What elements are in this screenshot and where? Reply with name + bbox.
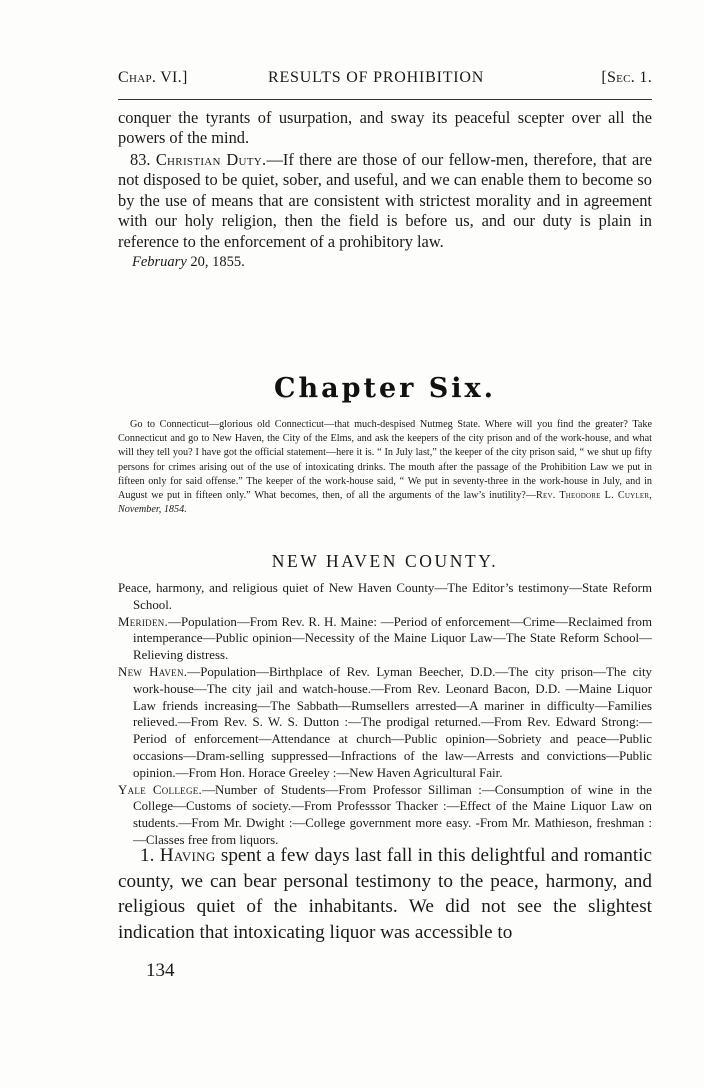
synopsis-item <box>118 580 652 614</box>
dateline-month: February <box>132 254 187 270</box>
synopsis-item <box>118 664 652 782</box>
running-head-chapter: Chap. VI.] <box>118 69 188 86</box>
synopsis-text: Peace, harmony, and religious quiet of New Haven County—The Editor’s testimony—State Reform School. <box>118 581 652 612</box>
continued-paragraph: conquer the tyrants of usurpation, and sway its peaceful scepter over all the powers of the mind. <box>118 108 652 148</box>
page-number: 134 <box>146 960 175 981</box>
body-lead: Having <box>159 845 216 866</box>
running-head-title: RESULTS OF PROHIBITION <box>268 69 485 86</box>
body-paragraph-number: 1. <box>140 845 155 866</box>
running-head <box>118 69 652 91</box>
synopsis-lead: Meriden. <box>118 614 169 629</box>
synopsis-lead: Yale College. <box>118 782 203 797</box>
body-text: spent a few days last fall in this delightful and romantic county, we can bear personal testimony to the peace, harmony, and religious quiet of the inhabitants. We did not see the slightest indication that intoxicating liquor was accessible to <box>118 845 653 943</box>
paragraph-text: —If there are those of our fellow-men, therefore, that are not disposed to be quiet, sober, and useful, and we can enable them to become so by the use of means that are consistent with strictest morality and in agreement with our holy religion, then the field is before us, and our duty is plain in reference to the enforcement of a prohibitory law. <box>118 150 653 251</box>
synopsis-item <box>118 782 652 849</box>
paragraph-heading: Christian Duty. <box>155 150 267 169</box>
header-rule <box>118 99 652 100</box>
epigraph-author: Rev. Theodore L. Cuyler, <box>536 490 652 502</box>
paragraph-number: 83. <box>130 150 151 169</box>
synopsis-text: —Population—Birthplace of Rev. Lyman Beecher, D.D.—The city prison—The city work-house—The city jail and watch-house.—From Rev. Leonard Bacon, D.D. —Maine Liquor Law friends increasing—The Sabbath—Rumsellers arrested—A mariner in difficulty—Families relieved.—From Rev. S. W. S. Dutton :—The prodigal returned.—From Rev. Edward Strong:—Period of enforcement—Attendance at church—Public opinion—Sobriety and peace—Public occasions—Dram-selling suppressed—Infractions of the law—Arrests and convictions—Public opinion.—From Hon. Horace Greeley :—New Haven Agricultural Fair. <box>133 664 652 780</box>
synopsis-text: —Population—From Rev. R. H. Maine: —Period of enforcement—Crime—Reclaimed from intemperance—Public opinion—Necessity of the Maine Liquor Law—The State Reform School—Relieving distress. <box>133 614 652 663</box>
synopsis-text: —Number of Students—From Professor Silliman :—Consumption of wine in the College—Customs of society.—From Professsor Thacker :—Effect of the Maine Liquor Law on students.—From Mr. Dwight :—College government more easy. -From Mr. Mathieson, freshman :—Classes free from liquors. <box>133 782 652 847</box>
epigraph <box>118 418 652 517</box>
section-heading: NEW HAVEN COUNTY. <box>271 551 499 571</box>
paragraph-83 <box>118 150 652 252</box>
chapter-title: Chapter Six. <box>273 373 497 404</box>
body-paragraph-1 <box>118 843 652 945</box>
epigraph-text: Go to Connecticut—glorious old Connecticut—that much-despised Nutmeg State. Where will you find the greater? Take Connecticut and go to New Haven, the City of the Elms, and ask the keepers of the city prison and of the work-house, and what will they tell you? I have got the official statement—here it is. “ In July last,” the keeper of the city prison said, “ we shut up fifty persons for crimes arising out of the use of intoxicating drinks. The mouth after the passage of the Prohibition Law we put in fifteen only for said offense.” The keeper of the work-house said, “ We put in seventy-three in the work-house in July, and in August we put in fifteen only.” What becomes, then, of all the arguments of the law’s inutility?— <box>118 419 652 502</box>
synopsis <box>118 580 652 849</box>
synopsis-lead: New Haven. <box>118 664 188 679</box>
synopsis-item <box>118 614 652 664</box>
dateline-rest: 20, 1855. <box>186 254 245 270</box>
dateline <box>132 254 245 271</box>
running-head-section: [Sec. 1. <box>601 69 652 86</box>
epigraph-date: November, 1854. <box>118 504 187 516</box>
